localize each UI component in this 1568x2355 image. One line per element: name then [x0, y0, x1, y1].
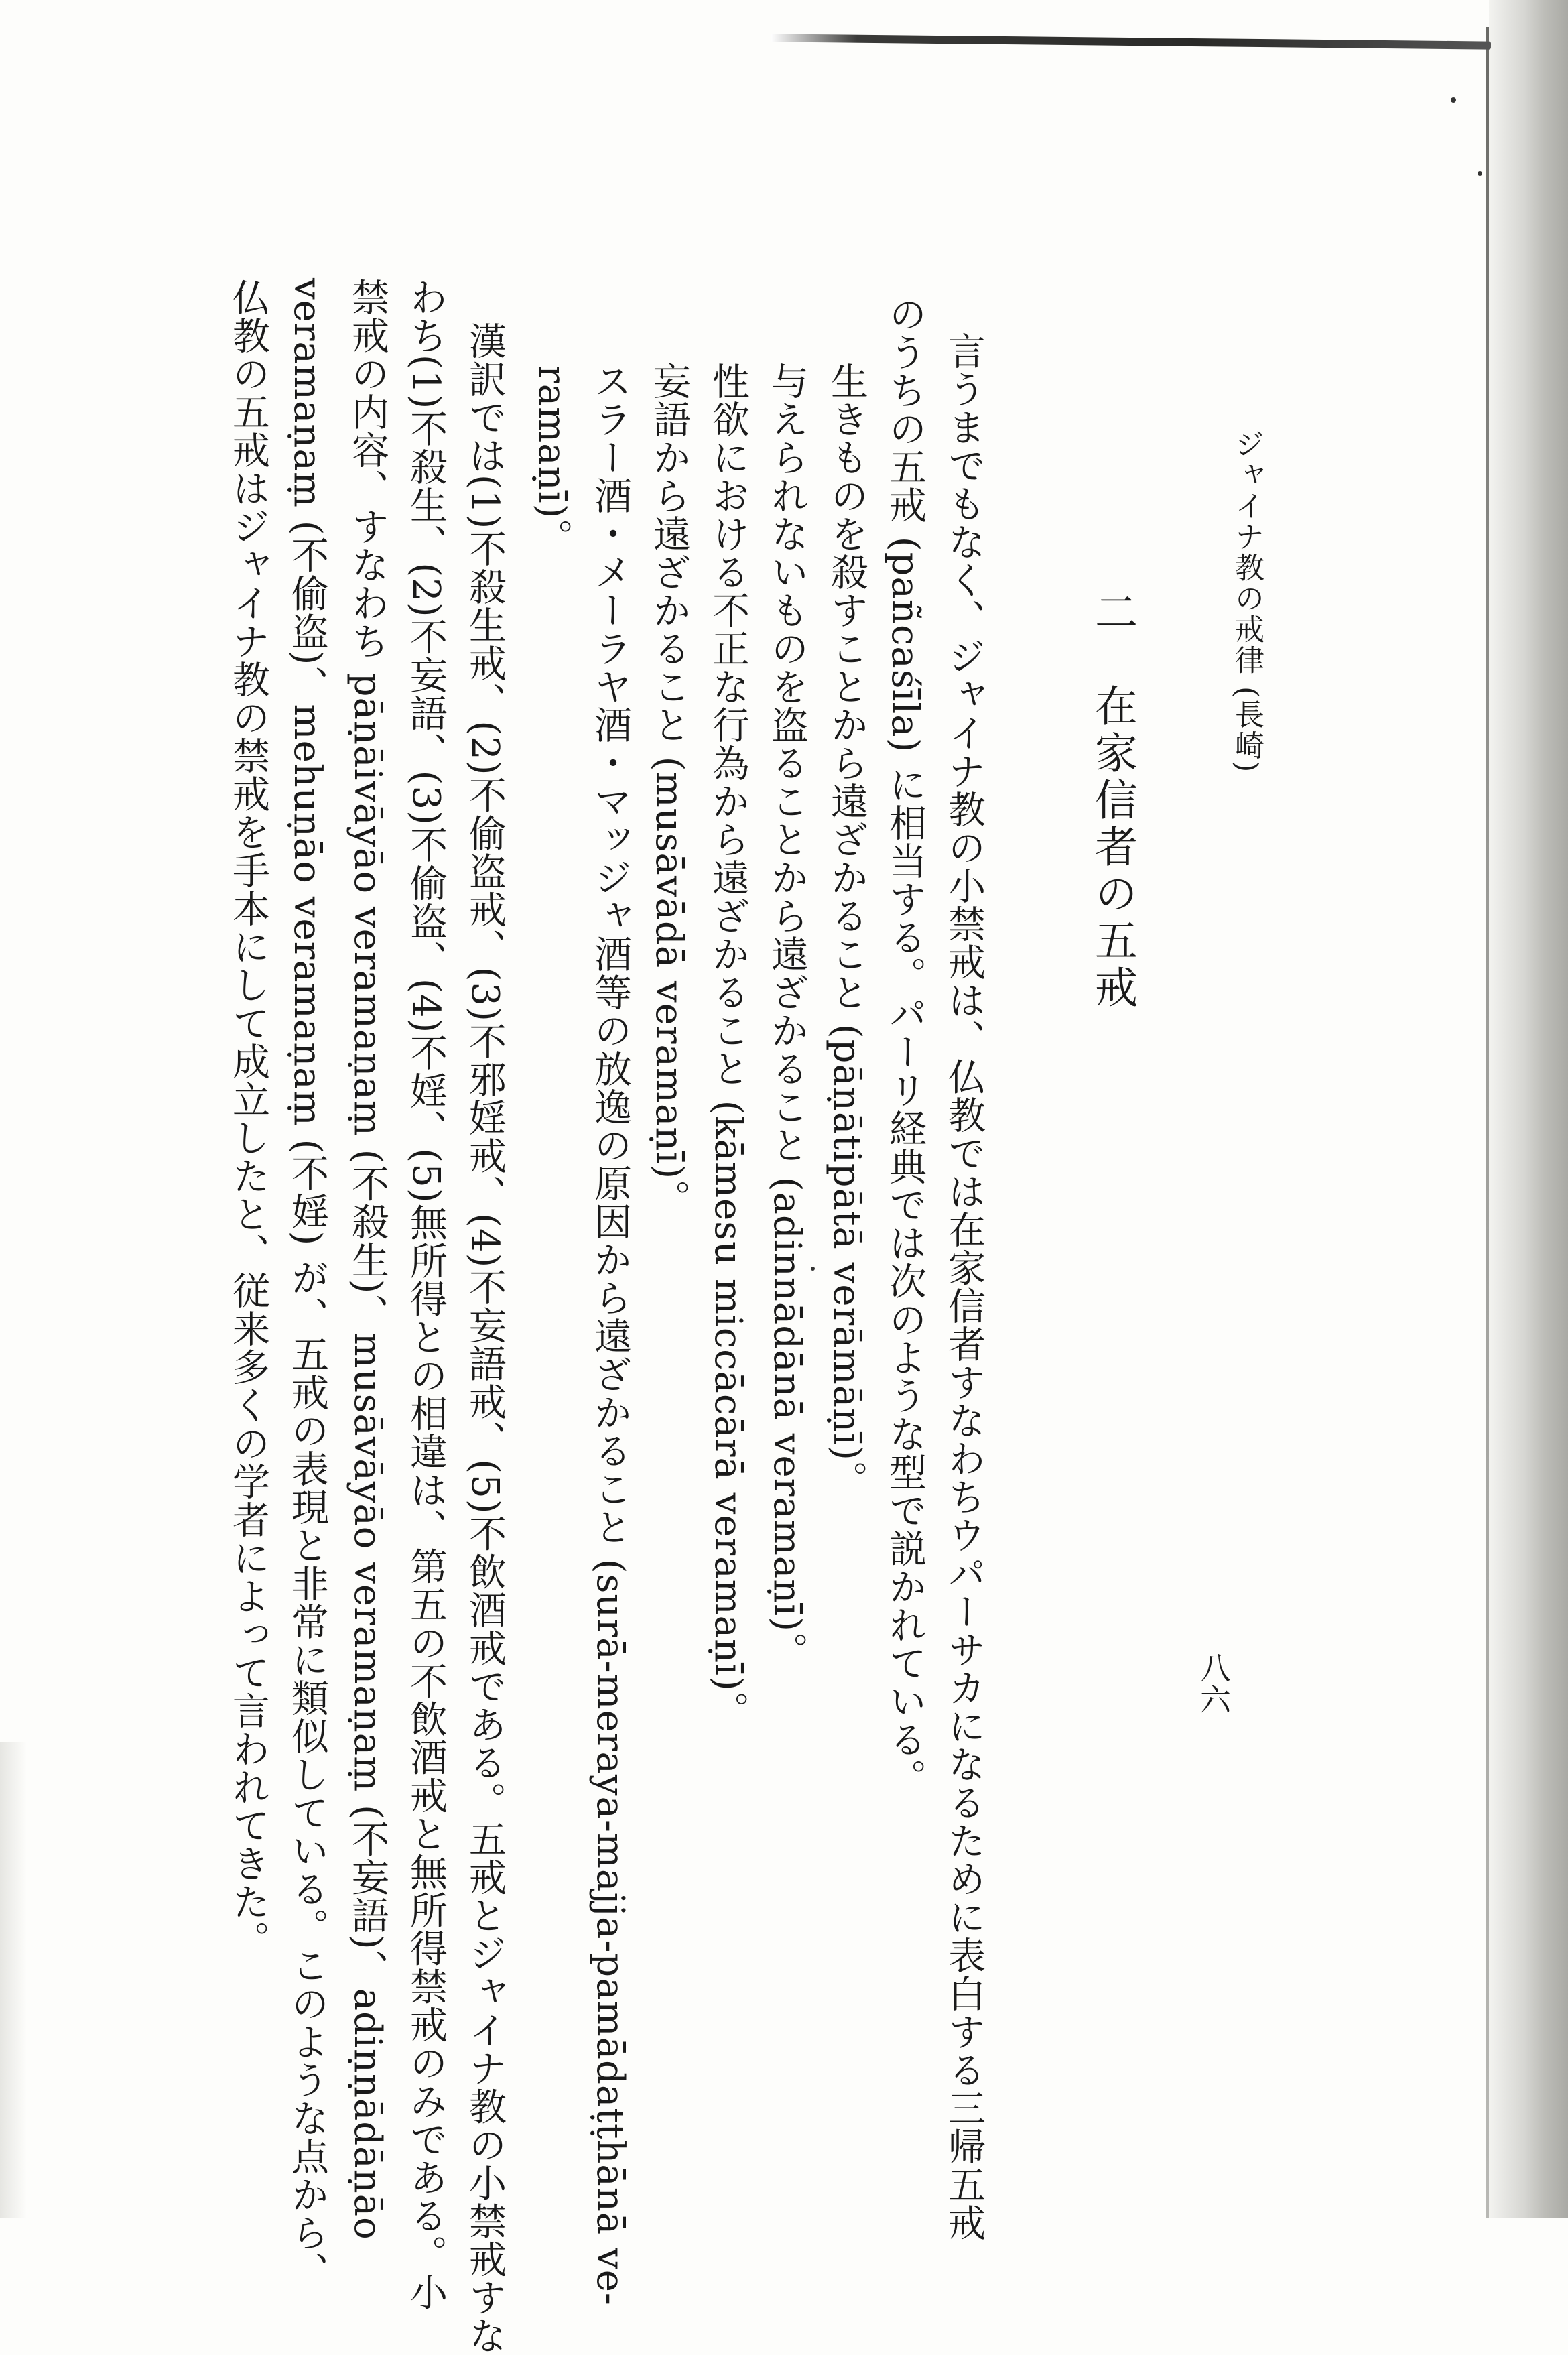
body-line-4: 与えられないものを盗ることから遠ざかること (adinnādānā veramaṇī)。 — [765, 362, 809, 1671]
body-line-13: 仏教の五戒はジャイナ教の禁戒を手本にして成立したと、従来多くの学者によって言われてきた。 — [226, 278, 270, 1959]
scan-speck — [1451, 97, 1456, 103]
body-line-3: 生きものを殺すことから遠ざかること (pāṇātipātā verāmāṇī)。 — [825, 362, 868, 1499]
left-scan-shadow — [0, 1742, 27, 2218]
page-number: 八六 — [1195, 1652, 1232, 1715]
body-line-8: ramaṇī)。 — [530, 365, 574, 558]
body-line-12: veramaṇaṃ (不偷盗)、mehuṇāo veramaṇaṃ (不婬) が、五戒の表現と非常に類似している。このような点から、 — [285, 278, 329, 2291]
body-line-7: スラー酒・メーラヤ酒・マッジャ酒等の放逸の原因から遠ざかること (surā-meraya-majja-pamādaṭṭhānā ve- — [588, 362, 632, 2306]
page-edge-line — [1486, 27, 1489, 2218]
body-line-2: のうちの五戒 (pañcaśīla) に相当する。パーリ経典では次のような型で説かれている。 — [883, 295, 927, 1797]
scan-speck — [811, 1267, 815, 1271]
body-line-9: 漢訳では(1)不殺生戒、(2)不偷盗戒、(3)不邪婬戒、(4)不妄語戒、(5)不飲酒戒である。五戒とジャイナ教の小禁戒すな — [463, 322, 507, 2355]
body-line-10: わち(1)不殺生、(2)不妄語、(3)不偷盗、(4)不婬、(5)無所得との相違は、第五の不飲酒戒と無所得禁戒のみである。小 — [404, 278, 448, 2311]
scan-speck — [1478, 171, 1482, 176]
body-line-1: 言うまでもなく、ジャイナ教の小禁戒は、仏教では在家信者すなわちウパーサカになるために表白する三帰五戒 — [942, 332, 986, 2242]
body-line-11: 禁戒の内容、すなわち pāṇāivāyāo veramaṇaṃ (不殺生)、musāvāyāo veramaṇaṃ (不妄語)、adiṇṇādāṇāo — [346, 278, 389, 2240]
body-line-6: 妄語から遠ざかること (musāvādā veramaṇī)。 — [647, 362, 691, 1218]
running-head: ジャイナ教の戒律 (長崎) — [1230, 429, 1264, 774]
section-heading: 二 在家信者の五戒 — [1088, 590, 1137, 1012]
body-line-5: 性欲における不正な行為から遠ざかること (kāmesu miccācārā veramaṇī)。 — [706, 362, 750, 1730]
page-edge-shadow — [1489, 0, 1568, 2218]
top-scan-rule — [771, 34, 1491, 49]
